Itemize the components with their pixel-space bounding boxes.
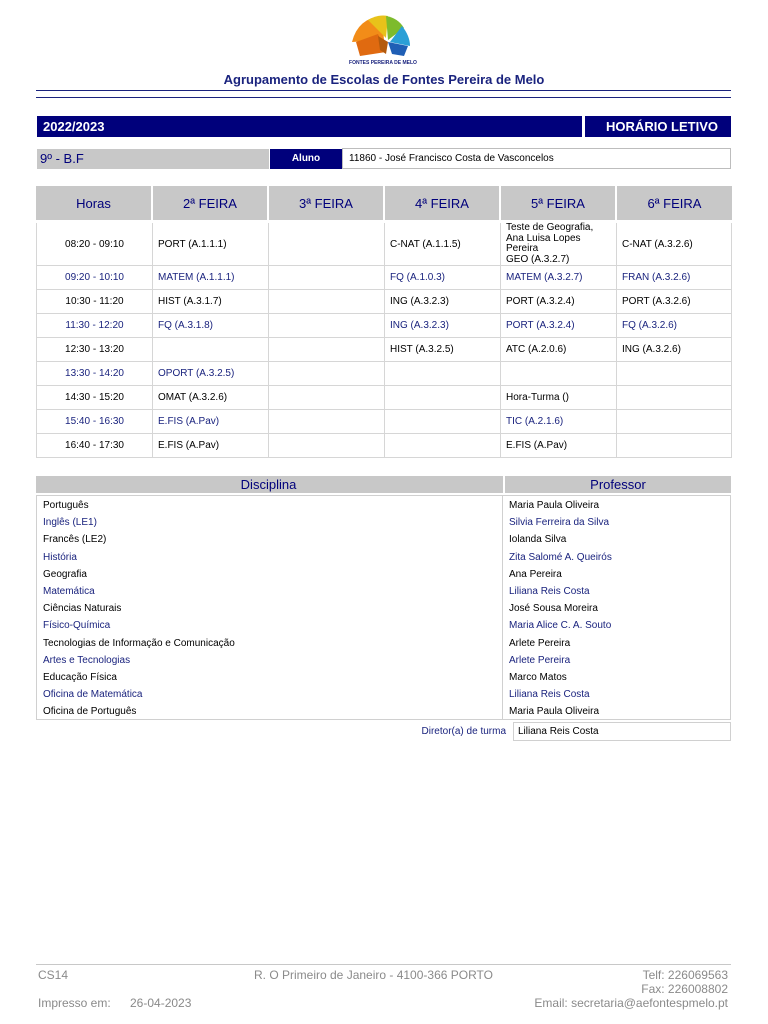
student-value: 11860 - José Francisco Costa de Vasconcelos bbox=[342, 148, 731, 169]
discipline-row bbox=[37, 583, 730, 600]
lesson-cell: FQ (A.1.0.3) bbox=[385, 266, 501, 290]
lesson-cell bbox=[385, 386, 501, 410]
time-slot: 13:30 - 14:20 bbox=[36, 362, 153, 386]
footer-code: CS14 bbox=[38, 968, 69, 982]
teacher-name: Maria Alice C. A. Souto bbox=[509, 620, 612, 632]
lesson-cell: OPORT (A.3.2.5) bbox=[153, 362, 269, 386]
printed-date: 26-04-2023 bbox=[130, 996, 192, 1010]
teacher-column-header: Professor bbox=[503, 476, 731, 493]
lesson-cell bbox=[269, 223, 385, 266]
school-logo bbox=[348, 12, 418, 66]
discipline-name: Oficina de Português bbox=[43, 706, 137, 718]
discipline-row bbox=[37, 617, 730, 634]
lesson-cell: FQ (A.3.2.6) bbox=[617, 314, 732, 338]
lesson-cell bbox=[269, 410, 385, 434]
lesson-cell bbox=[617, 410, 732, 434]
discipline-column-header: Disciplina bbox=[240, 477, 297, 492]
timetable-row bbox=[36, 223, 732, 266]
time-slot: 11:30 - 12:20 bbox=[36, 314, 153, 338]
footer-address: R. O Primeiro de Janeiro - 4100-366 PORTO bbox=[254, 968, 493, 982]
teacher-name: Maria Paula Oliveira bbox=[509, 706, 600, 718]
discipline-name: Tecnologias de Informação e Comunicação bbox=[43, 637, 235, 649]
day-column-header: 6ª FEIRA bbox=[617, 186, 732, 223]
day-column-header: 2ª FEIRA bbox=[153, 186, 269, 223]
lesson-cell: C-NAT (A.3.2.6) bbox=[617, 223, 732, 266]
class-director-label: Diretor(a) de turma bbox=[421, 726, 506, 737]
teacher-name: Maria Paula Oliveira bbox=[509, 500, 600, 511]
lesson-cell: TIC (A.2.1.6) bbox=[501, 410, 617, 434]
lesson-cell bbox=[501, 362, 617, 386]
timetable-row bbox=[36, 314, 732, 338]
lesson-cell: Hora-Turma () bbox=[501, 386, 617, 410]
timetable-row bbox=[36, 290, 732, 314]
footer-phone: Telf: 226069563 bbox=[642, 968, 728, 982]
lesson-cell: PORT (A.1.1.1) bbox=[153, 223, 269, 266]
teacher-name: Ana Pereira bbox=[509, 568, 562, 580]
teacher-name: Arlete Pereira bbox=[509, 637, 571, 649]
teacher-name: Liliana Reis Costa bbox=[509, 586, 590, 597]
discipline-row bbox=[37, 652, 730, 669]
lesson-cell: MATEM (A.1.1.1) bbox=[153, 266, 269, 290]
time-slot: 14:30 - 15:20 bbox=[36, 386, 153, 410]
discipline-name: Matemática bbox=[43, 586, 95, 597]
lesson-cell: ING (A.3.2.3) bbox=[385, 314, 501, 338]
discipline-row bbox=[37, 497, 730, 514]
lesson-cell bbox=[617, 434, 732, 458]
discipline-row bbox=[37, 514, 730, 531]
timetable-row bbox=[36, 338, 732, 362]
lesson-cell: PORT (A.3.2.4) bbox=[501, 290, 617, 314]
day-column-header: 5ª FEIRA bbox=[501, 186, 617, 223]
discipline-row bbox=[37, 686, 730, 703]
timetable-row bbox=[36, 386, 732, 410]
discipline-header bbox=[36, 476, 731, 493]
discipline-name: Francês (LE2) bbox=[43, 534, 107, 546]
time-slot: 15:40 - 16:30 bbox=[36, 410, 153, 434]
discipline-row bbox=[37, 600, 730, 617]
timetable-row bbox=[36, 266, 732, 290]
discipline-row bbox=[37, 549, 730, 566]
footer-email: Email: secretaria@aefontespmelo.pt bbox=[534, 996, 728, 1010]
lesson-cell bbox=[617, 362, 732, 386]
lesson-cell bbox=[153, 338, 269, 362]
lesson-cell: Teste de Geografia, Ana Luisa Lopes Pereira GEO (A.3.2.7) bbox=[501, 223, 617, 266]
header-divider bbox=[36, 90, 731, 91]
teacher-name: Silvia Ferreira da Silva bbox=[509, 517, 610, 529]
lesson-cell: ING (A.3.2.3) bbox=[385, 290, 501, 314]
lesson-cell bbox=[617, 386, 732, 410]
class-name: 9º - B.F bbox=[37, 149, 269, 169]
teacher-name: Zita Salomé A. Queirós bbox=[509, 551, 612, 563]
time-slot: 08:20 - 09:10 bbox=[36, 223, 153, 266]
lesson-cell bbox=[269, 290, 385, 314]
svg-text:FONTES PEREIRA DE MELO: FONTES PEREIRA DE MELO bbox=[349, 60, 417, 66]
lesson-cell: HIST (A.3.1.7) bbox=[153, 290, 269, 314]
lesson-cell: ATC (A.2.0.6) bbox=[501, 338, 617, 362]
lesson-cell: E.FIS (A.Pav) bbox=[153, 410, 269, 434]
footer-divider bbox=[36, 964, 731, 965]
discipline-row bbox=[37, 669, 730, 686]
timetable-row bbox=[36, 434, 732, 458]
lesson-cell bbox=[385, 362, 501, 386]
hours-column-header: Horas bbox=[36, 186, 153, 223]
lesson-cell bbox=[269, 362, 385, 386]
lesson-cell: OMAT (A.3.2.6) bbox=[153, 386, 269, 410]
timetable-header-row bbox=[36, 186, 732, 223]
discipline-list bbox=[36, 495, 731, 720]
lesson-cell bbox=[385, 410, 501, 434]
lesson-cell: ING (A.3.2.6) bbox=[617, 338, 732, 362]
discipline-name: Artes e Tecnologias bbox=[43, 654, 131, 666]
lesson-cell bbox=[269, 314, 385, 338]
timetable-row bbox=[36, 410, 732, 434]
school-year: 2022/2023 bbox=[37, 116, 582, 137]
teacher-name: José Sousa Moreira bbox=[509, 603, 598, 615]
discipline-name: Educação Física bbox=[43, 672, 117, 683]
lesson-cell: FRAN (A.3.2.6) bbox=[617, 266, 732, 290]
time-slot: 16:40 - 17:30 bbox=[36, 434, 153, 458]
lesson-cell bbox=[269, 386, 385, 410]
lesson-cell: PORT (A.3.2.6) bbox=[617, 290, 732, 314]
schedule-type: HORÁRIO LETIVO bbox=[585, 116, 731, 137]
footer-fax: Fax: 226008802 bbox=[641, 982, 728, 996]
time-slot: 12:30 - 13:20 bbox=[36, 338, 153, 362]
lesson-cell bbox=[269, 338, 385, 362]
lesson-cell: PORT (A.3.2.4) bbox=[501, 314, 617, 338]
lesson-cell bbox=[269, 266, 385, 290]
lesson-cell bbox=[269, 434, 385, 458]
discipline-row bbox=[37, 566, 730, 583]
discipline-row bbox=[37, 635, 730, 652]
student-label: Aluno bbox=[270, 149, 342, 169]
teacher-name: Liliana Reis Costa bbox=[509, 689, 590, 701]
discipline-name: Português bbox=[43, 500, 89, 511]
day-column-header: 3ª FEIRA bbox=[269, 186, 385, 223]
teacher-name: Marco Matos bbox=[509, 672, 567, 683]
time-slot: 09:20 - 10:10 bbox=[36, 266, 153, 290]
lesson-cell: E.FIS (A.Pav) bbox=[153, 434, 269, 458]
teacher-name: Arlete Pereira bbox=[509, 654, 571, 666]
school-name: Agrupamento de Escolas de Fontes Pereira de Melo bbox=[223, 72, 545, 87]
class-director-value: Liliana Reis Costa bbox=[513, 722, 731, 741]
discipline-name: Geografia bbox=[43, 568, 87, 580]
lesson-cell: MATEM (A.3.2.7) bbox=[501, 266, 617, 290]
lesson-cell: C-NAT (A.1.1.5) bbox=[385, 223, 501, 266]
lesson-cell bbox=[385, 434, 501, 458]
lesson-cell: E.FIS (A.Pav) bbox=[501, 434, 617, 458]
discipline-name: Ciências Naturais bbox=[43, 603, 122, 615]
discipline-name: Inglês (LE1) bbox=[43, 517, 97, 529]
teacher-name: Iolanda Silva bbox=[509, 534, 567, 546]
timetable bbox=[36, 186, 732, 458]
day-column-header: 4ª FEIRA bbox=[385, 186, 501, 223]
discipline-name: Oficina de Matemática bbox=[43, 689, 143, 701]
timetable-row bbox=[36, 362, 732, 386]
discipline-row bbox=[37, 703, 730, 720]
discipline-name: História bbox=[43, 551, 77, 563]
time-slot: 10:30 - 11:20 bbox=[36, 290, 153, 314]
header-divider bbox=[36, 97, 731, 98]
printed-label: Impresso em: bbox=[38, 996, 111, 1010]
discipline-row bbox=[37, 531, 730, 548]
discipline-name: Físico-Química bbox=[43, 620, 111, 632]
lesson-cell: HIST (A.3.2.5) bbox=[385, 338, 501, 362]
lesson-cell: FQ (A.3.1.8) bbox=[153, 314, 269, 338]
